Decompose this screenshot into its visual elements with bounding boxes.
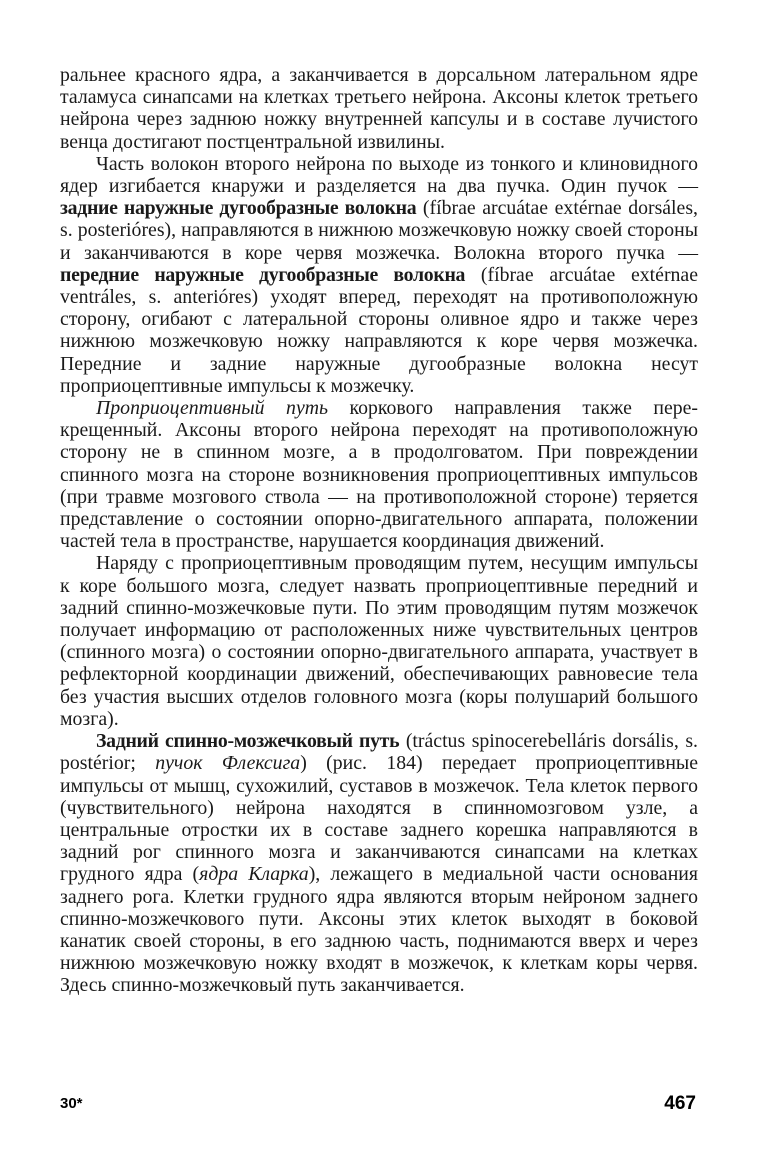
text-run: Часть волокон второго нейрона по выходе из тонкого и клиновидного ядер изгибается кнаружи и разделяется на два пучка. Один пучок — (60, 152, 698, 198)
page-number: 467 (664, 1093, 696, 1114)
paragraph (60, 64, 698, 153)
text-run: (tráctus spinocerebelláris dorsális, s. postérior; (60, 730, 698, 775)
text-run: коркового направления также перекрещенный. Аксоны второго нейрона переходят на противоположную сторону не в спинном мозге, а в продолговатом. При повреждении спинного мозга на стороне возникновения проприоцептивных импульсов (при травме мозгового ствола — на противоположной стороне) теряется представление о состоянии опорно-двигательного аппарата, положении частей тела в пространстве, нарушается координация движений. (60, 397, 698, 553)
paragraph (60, 730, 698, 996)
page-footer (60, 1093, 696, 1117)
italic-term: Проприоцептивный путь (96, 397, 329, 420)
text-run: (fíbrae arcuátae extérnae dorsáles, s. posterióres), направляются в нижнюю мозжечковую ножку своей стороны и заканчиваются в коре червя мозжечка. Волокна второго пучка — (60, 197, 698, 264)
paragraph (60, 552, 698, 730)
bold-term: передние наружные дугообразные волокна (60, 263, 466, 286)
printer-signature-mark: 30* (60, 1095, 83, 1112)
bold-term: Задний спинно-мозжечковый путь (96, 730, 400, 753)
bold-term: задние наружные дугообразные волокна (60, 197, 417, 220)
text-run: Наряду с проприоцептивным проводящим путем, несущим импульсы к коре большого мозга, следует назвать проприоцептивные передний и задний спинно-мозжечковые пути. По этим проводящим путям мозжечок получает информацию от расположенных ниже чувствительных центров (спинного мозга) о состоянии опорно-двигательного аппарата, участвует в рефлекторной координации движений, обеспечивающих равновесие тела без участия высших отделов головного мозга (коры полушарий большого мозга). (60, 552, 698, 730)
paragraph (60, 397, 698, 552)
text-run: ральнее красного ядра, а заканчивается в дорсальном латеральном ядре таламуса синапсами на клетках третьего нейрона. Аксоны клеток третьего нейрона через заднюю ножку внутренней капсулы и в составе лучистого венца достигают постцентральной извилины. (60, 64, 698, 153)
paragraph (60, 153, 698, 397)
text-run: ) (рис. 184) передает проприоцептивные импульсы от мышц, сухожилий, суставов в мозжечок. Тела клеток первого (чувствительного) нейрона находятся в спинномозговом узле, а центральные отростки их в составе заднего корешка направляются в задний рог спинного мозга и заканчиваются синапсами на клетках грудного ядра ( (60, 752, 699, 886)
page-body (60, 64, 698, 997)
text-run: (fíbrae arcuátae extérnae ventráles, s. anterióres) уходят вперед, переходят на противоположную сторону, огибают с латеральной стороны оливное ядро и также через нижнюю мозжечковую ножку направляются к коре червя мозжечка. Передние и задние наружные дугообразные волокна несут проприоцептивные импульсы к мозжечку. (60, 263, 698, 397)
text-run: ), лежащего в медиальной части основания заднего рога. Клетки грудного ядра являются вторым нейроном заднего спинно-мозжечкового пути. Аксоны этих клеток выходят в боковой канатик своей стороны, в его заднюю часть, поднимаются вверх и через нижнюю мозжечковую ножку входят в мозжечок, к клеткам коры червя. Здесь спинно-мозжечковый путь заканчивается. (60, 863, 698, 997)
italic-term: ядра Кларка (199, 863, 309, 886)
italic-term: пучок Флексига (155, 752, 301, 775)
